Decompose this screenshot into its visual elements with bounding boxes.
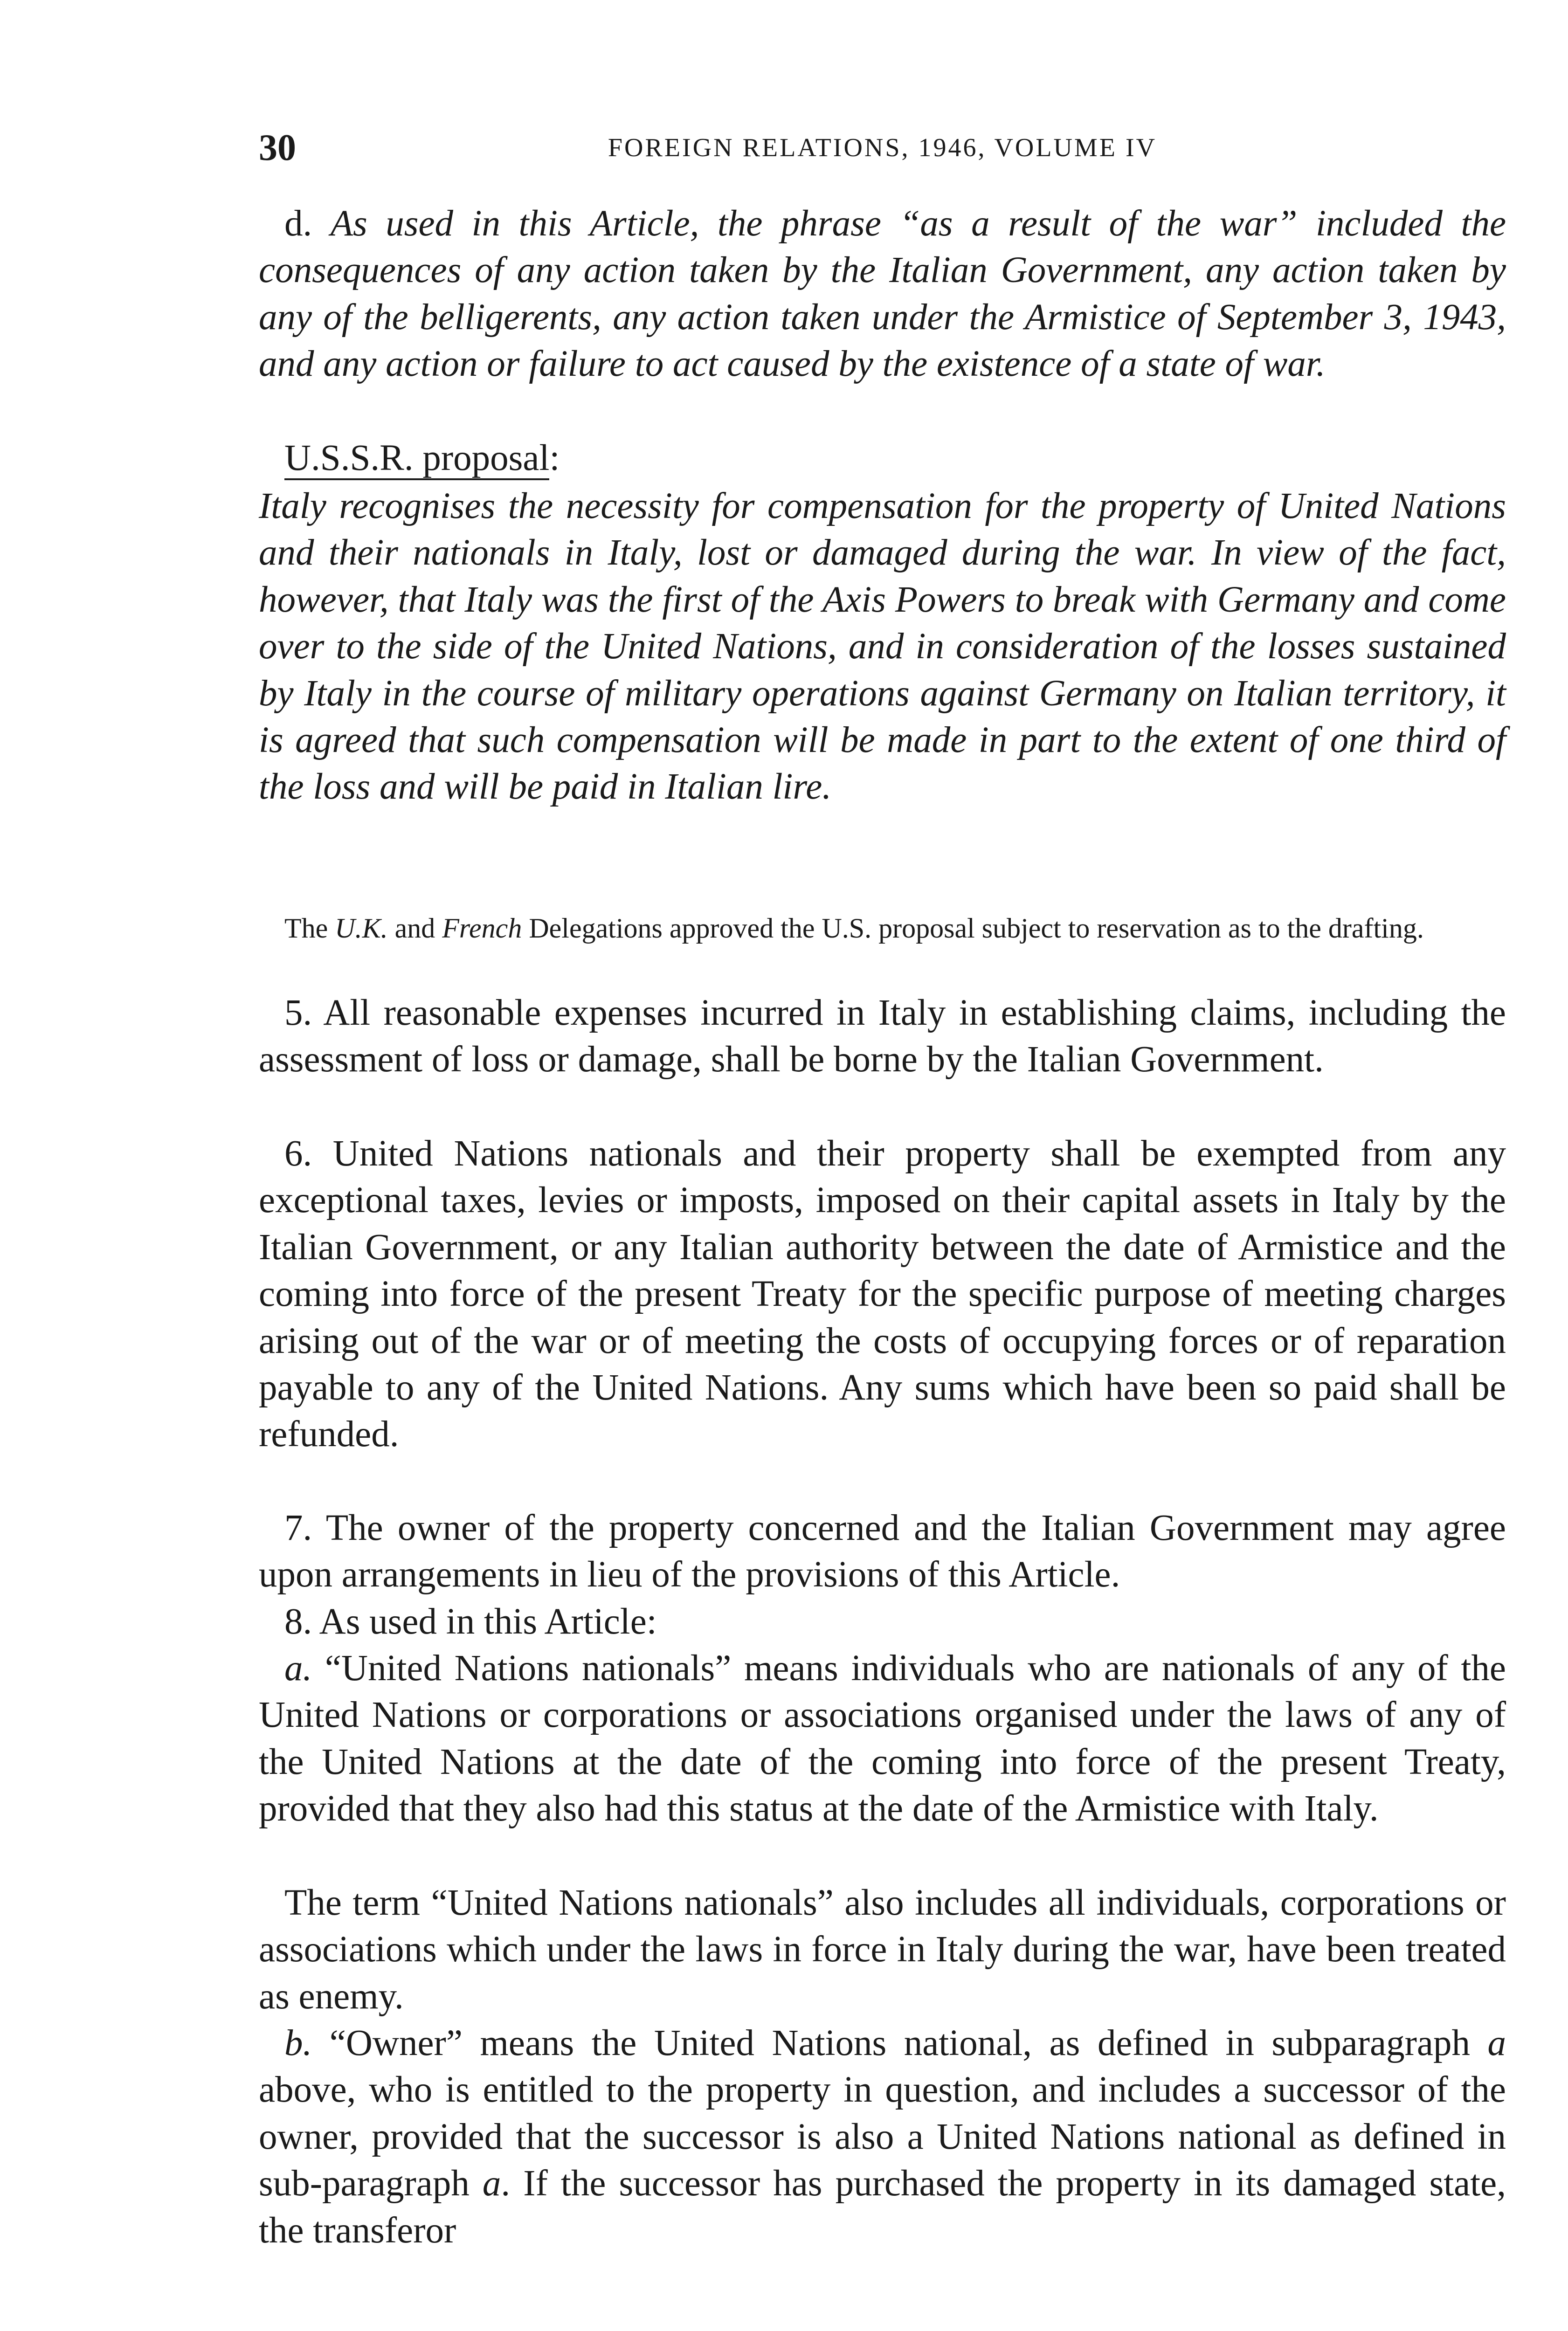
uk-label: U.K. bbox=[335, 913, 388, 944]
french-label: French bbox=[442, 913, 522, 944]
paragraph-8b-label: b. bbox=[284, 2023, 312, 2063]
paragraph-8: 8. As used in this Article: bbox=[284, 1601, 657, 1642]
paragraph-5: 5. All reasonable expenses incurred in Italy in establishing claims, including the assessment of loss or damage, shall be borne by the Italian Government. bbox=[259, 993, 1506, 1080]
ussr-proposal-text: Italy recognises the necessity for compensation for the property of United Nations and their nationals in Italy, lost or damaged during the war. In view of the fact, however, that Italy was the first of the Axis Powers to break with Germany and come over to the side of the United Nations, and in consideration of the losses sustained by Italy in the course of military operations against Germany on Italian territory, it is agreed that such compensation will be made in part to the extent of one third of the loss and will be paid in Italian lire. bbox=[259, 486, 1506, 807]
paragraph-d-text: As used in this Article, the phrase “as a result of the war” included the consequences of any action taken by the Italian Government, any action taken by any of the belligerents, any action taken under the Armistice of September 3, 1943, and any action or failure to act caused by the existence of a state of war. bbox=[259, 203, 1506, 385]
ussr-proposal-label: U.S.S.R. proposal bbox=[284, 438, 549, 480]
ussr-proposal-colon: : bbox=[549, 438, 560, 478]
page-number: 30 bbox=[259, 127, 296, 168]
running-title: FOREIGN RELATIONS, 1946, VOLUME IV bbox=[608, 133, 1157, 162]
paragraph-8a-continued: The term “United Nations nationals” also includes all individuals, corporations or associations which under the laws in force in Italy during the war, have been treated as enemy. bbox=[259, 1883, 1506, 2017]
delegation-note: The U.K. and French Delegations approved the U.S. proposal subject to reservation as to the drafting. bbox=[284, 913, 1424, 944]
paragraph-d bbox=[259, 200, 1506, 388]
paragraph-6: 6. United Nations nationals and their property shall be exempted from any exceptional taxes, levies or imposts, imposed on their capital assets in Italy by the Italian Government, or any Italian authority between the date of Armistice and the coming into force of the present Treaty for the specific purpose of meeting charges arising out of the war or of meeting the costs of occupying forces or of reparation payable to any of the United Nations. Any sums which have been so paid shall be refunded. bbox=[259, 1133, 1506, 1455]
paragraph-8a: a. “United Nations nationals” means individuals who are nationals of any of the United Nations or corporations or associations organised under the laws of any of the United Nations at the date of the coming into force of the present Treaty, provided that they also had this status at the date of the Armistice with Italy. bbox=[259, 1648, 1506, 1829]
paragraph-8b: b. “Owner” means the United Nations national, as defined in subparagraph a above, who is entitled to the property in question, and includes a successor of the owner, provided that the successor is also a United Nations national as defined in sub-paragraph a. If the successor has purchased the property in its damaged state, the transferor bbox=[259, 2023, 1506, 2251]
paragraph-d-label: d. bbox=[284, 203, 312, 244]
paragraph-7: 7. The owner of the property concerned and the Italian Government may agree upon arrangements in lieu of the provisions of this Article. bbox=[259, 1508, 1506, 1595]
page-header bbox=[259, 122, 1506, 173]
paragraph-8a-label: a. bbox=[284, 1648, 312, 1689]
ussr-proposal-heading bbox=[284, 435, 560, 482]
